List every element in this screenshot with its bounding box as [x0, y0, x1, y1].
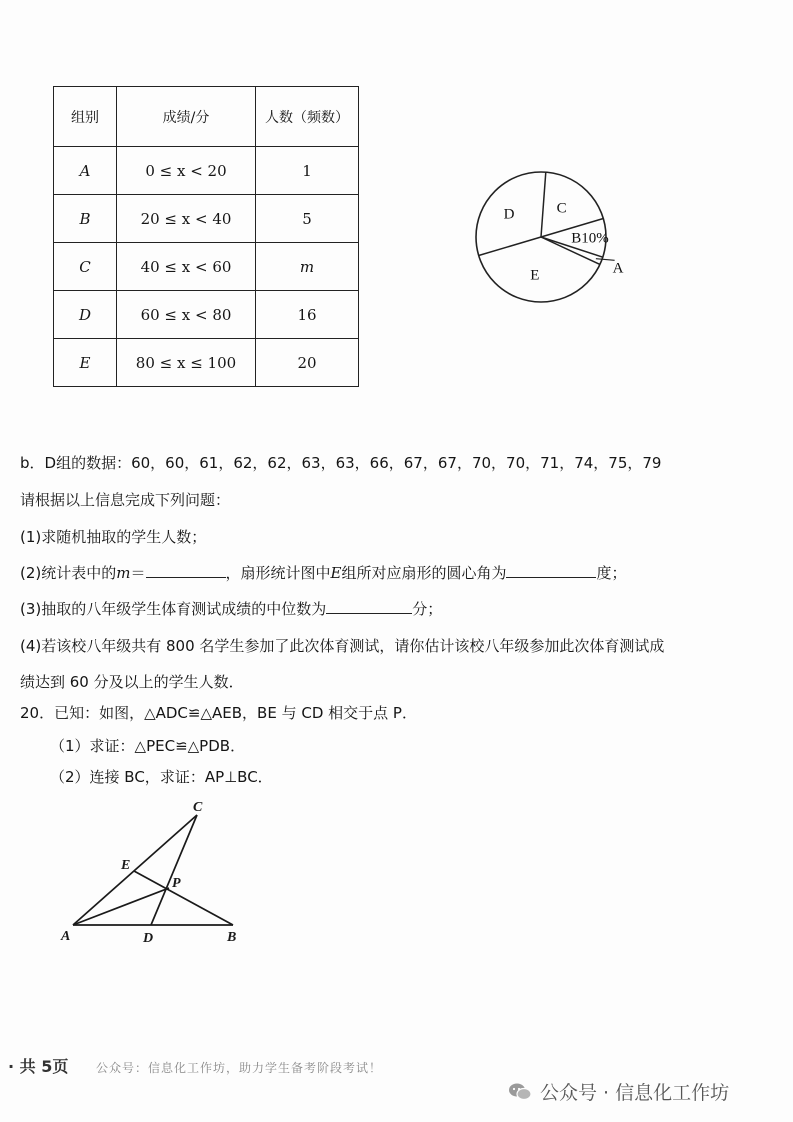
cell-count: 1 — [256, 147, 359, 195]
pie-label-b: B10% — [571, 230, 609, 247]
problem-20-part-2: （2）连接 BC，求证：AP⊥BC． — [50, 768, 273, 786]
question-4-line-1: (4)若该校八年级共有 800 名学生参加了此次体育测试，请你估计该校八年级参加此次体育测试成 — [20, 637, 665, 655]
point-label-a: A — [61, 929, 71, 944]
point-label-e: E — [121, 858, 131, 873]
segment-dc — [151, 815, 197, 925]
q2-equals: ＝ — [130, 564, 146, 582]
watermark-text: 公众号：信息化工作坊，助力学生备考阶段考试！ — [96, 1061, 383, 1075]
table-header-row — [54, 87, 359, 147]
q3-part-b: 分； — [412, 600, 443, 618]
table-row — [54, 291, 359, 339]
q2-part-d: 组所对应扇形的圆心角为 — [341, 564, 507, 582]
table-row — [54, 195, 359, 243]
question-4-line-2: 绩达到 60 分及以上的学生人数． — [20, 673, 244, 691]
problem-20-part-1: （1）求证：△PEC≌△PDB． — [50, 737, 246, 755]
brand-text: 公众号 · 信息化工作坊 — [540, 1082, 730, 1104]
frequency-table — [53, 86, 359, 387]
point-label-c: C — [193, 800, 203, 815]
answer-blank-median[interactable] — [326, 599, 412, 614]
segment-ac — [73, 815, 197, 925]
q3-part-a: (3)抽取的八年级学生体育测试成绩的中位数为 — [20, 600, 327, 618]
cell-range: 40 ≤ x < 60 — [117, 243, 256, 291]
cell-count: 5 — [256, 195, 359, 243]
cell-group: A — [54, 147, 117, 195]
header-count: 人数（频数） — [256, 87, 359, 147]
point-label-p: P — [172, 876, 181, 891]
header-score: 成绩/分 — [117, 87, 256, 147]
cell-group: D — [54, 291, 117, 339]
table-row — [54, 339, 359, 387]
q2-part-e: 度； — [596, 564, 627, 582]
q2-var-m: m — [116, 564, 131, 582]
instruction: 请根据以上信息完成下列问题： — [20, 491, 231, 509]
question-1: (1)求随机抽取的学生人数； — [20, 528, 207, 546]
q2-var-e: E — [330, 564, 342, 582]
pie-label-d: D — [503, 206, 515, 223]
segment-ap — [73, 888, 169, 925]
wechat-icon — [508, 1082, 532, 1102]
q2-part-c: ，扇形统计图中 — [225, 564, 331, 582]
table-row — [54, 147, 359, 195]
cell-range: 60 ≤ x < 80 — [117, 291, 256, 339]
header-group: 组别 — [54, 87, 117, 147]
cell-count: 16 — [256, 291, 359, 339]
question-2 — [20, 562, 627, 583]
answer-blank-m[interactable] — [146, 563, 226, 578]
geometry-figure — [55, 795, 255, 955]
pie-chart — [460, 168, 630, 308]
page-count: · 共 5页 — [8, 1057, 69, 1076]
cell-range: 0 ≤ x < 20 — [117, 147, 256, 195]
cell-group: C — [54, 243, 117, 291]
pie-slice-boundary — [479, 237, 541, 256]
cell-range: 20 ≤ x < 40 — [117, 195, 256, 243]
cell-group: B — [54, 195, 117, 243]
pie-label-e: E — [530, 267, 540, 284]
q2-part-a: (2)统计表中的 — [20, 564, 117, 582]
pie-slice-boundary — [541, 172, 546, 237]
problem-20: 20．已知：如图，△ADC≌△AEB，BE 与 CD 相交于点 P． — [20, 704, 417, 722]
cell-count: m — [256, 243, 359, 291]
d-group-data: b．D组的数据：60，60，61，62，62，63，63，66，67，67，70，70，71，74，75，79 — [20, 454, 662, 472]
wechat-brand — [508, 1078, 729, 1105]
point-label-b: B — [227, 930, 237, 945]
answer-blank-angle[interactable] — [506, 563, 596, 578]
segment-eb — [134, 871, 233, 925]
cell-range: 80 ≤ x ≤ 100 — [117, 339, 256, 387]
pie-label-c: C — [556, 200, 567, 217]
point-label-d: D — [143, 931, 154, 946]
question-3 — [20, 598, 442, 619]
cell-group: E — [54, 339, 117, 387]
table-row — [54, 243, 359, 291]
pie-label-a: A — [612, 260, 624, 277]
cell-count: 20 — [256, 339, 359, 387]
